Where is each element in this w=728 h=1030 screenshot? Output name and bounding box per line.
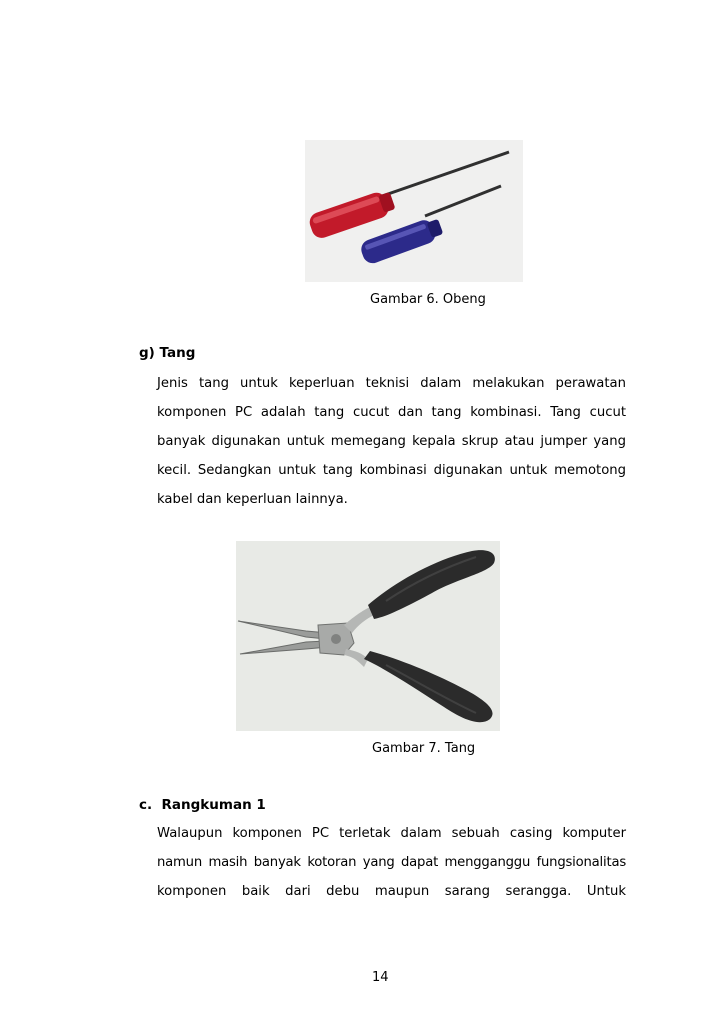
paragraph-line xyxy=(157,492,626,521)
paragraph-line xyxy=(157,376,626,405)
page-number: 14 xyxy=(372,970,389,985)
screwdriver-image xyxy=(305,140,523,282)
paragraph-line xyxy=(157,434,626,463)
figure7-caption: Gambar 7. Tang xyxy=(372,741,476,756)
section-g-heading: g) Tang xyxy=(139,345,196,361)
paragraph-line xyxy=(157,855,626,884)
line-text: kabel dan keperluan lainnya. xyxy=(157,492,348,507)
line-text: komponen PC adalah tang cucut dan tang kombinasi. Tang cucut xyxy=(157,405,626,420)
line-text: Jenis tang untuk keperluan teknisi dalam melakukan perawatan xyxy=(157,376,626,391)
paragraph-line xyxy=(157,405,626,434)
paragraph-line xyxy=(157,826,626,855)
line-text: banyak digunakan untuk memegang kepala skrup atau jumper yang xyxy=(157,434,626,449)
section-c-heading: c. Rangkuman 1 xyxy=(139,797,266,813)
line-text: kecil. Sedangkan untuk tang kombinasi digunakan untuk memotong xyxy=(157,463,626,478)
section-c-paragraph xyxy=(157,826,626,913)
pliers-image xyxy=(236,541,500,731)
line-text: Walaupun komponen PC terletak dalam sebuah casing komputer xyxy=(157,826,626,841)
section-g-paragraph xyxy=(157,376,626,521)
screwdriver-illustration xyxy=(305,140,523,282)
paragraph-line xyxy=(157,463,626,492)
line-text: namun masih banyak kotoran yang dapat mengganggu fungsionalitas xyxy=(157,855,626,870)
line-text: komponen baik dari debu maupun sarang serangga. Untuk xyxy=(157,884,626,899)
figure6-caption: Gambar 6. Obeng xyxy=(370,292,486,307)
paragraph-line xyxy=(157,884,626,913)
pliers-illustration xyxy=(236,541,500,731)
